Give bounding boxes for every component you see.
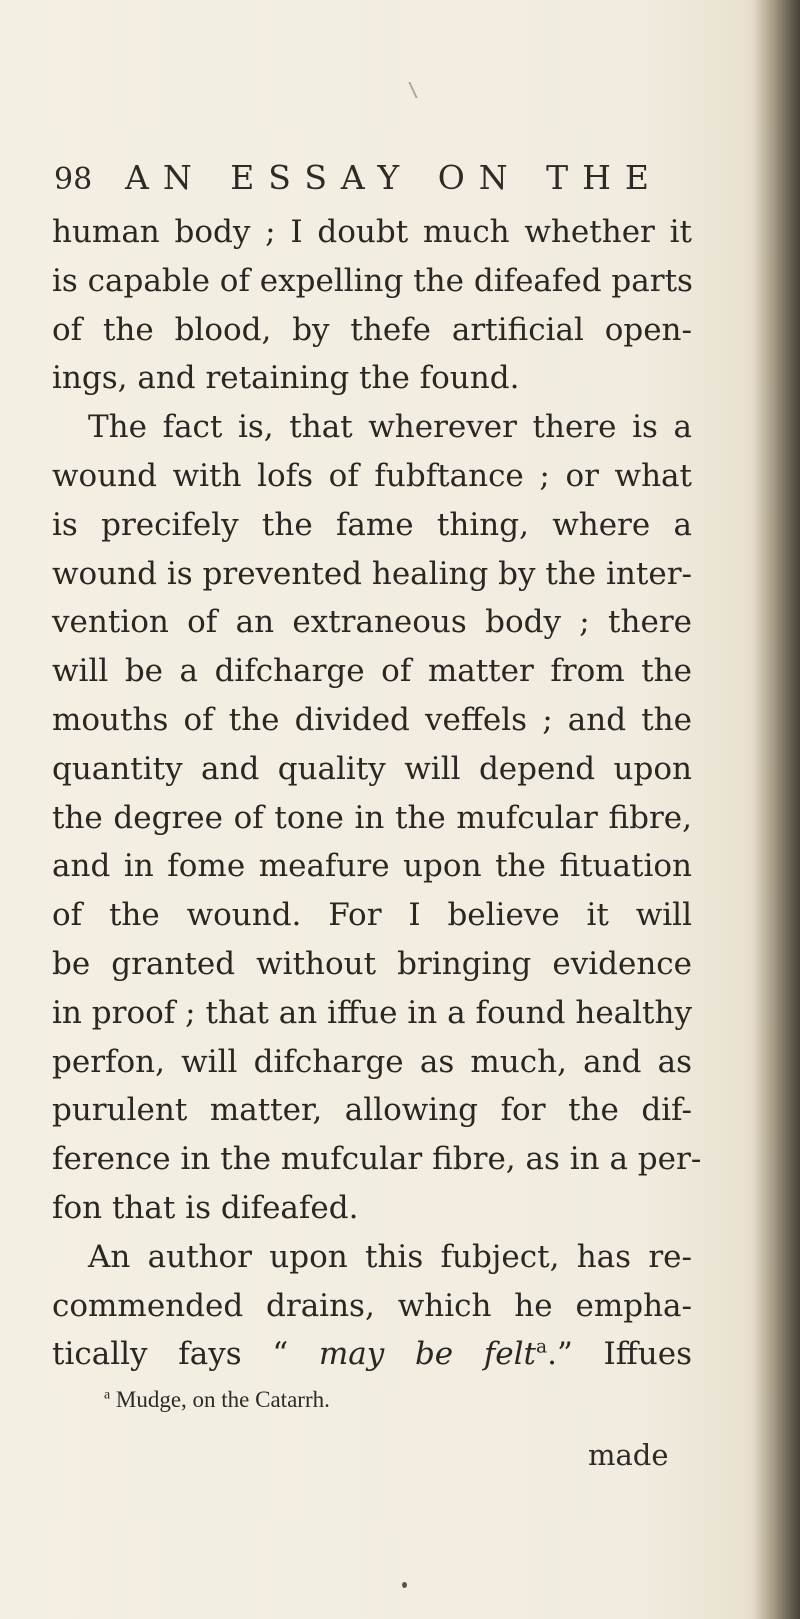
- ink-mark: [398, 82, 417, 98]
- text-line: and in fome meafure upon the fituation: [52, 848, 692, 885]
- text-line: wound with lofs of fubftance ; or what: [52, 457, 692, 494]
- footnote-reference: a: [536, 1337, 548, 1358]
- binding-gutter-shadow: [754, 0, 800, 1619]
- text-line: ings, and retaining the found.: [52, 360, 520, 397]
- text-line: vention of an extraneous body ; there: [52, 604, 692, 641]
- text-line: of the wound. For I believe it will: [52, 897, 692, 934]
- text-line: in proof ; that an iffue in a found healthy: [52, 994, 692, 1031]
- footnote-text: Mudge, on the Catarrh.: [110, 1387, 330, 1412]
- text-line: mouths of the divided veffels ; and the: [52, 701, 692, 738]
- running-head: [54, 158, 663, 198]
- text-line-with-quote: [52, 1330, 692, 1379]
- text-line: wound is prevented healing by the inter-: [52, 555, 692, 592]
- text-line: is capable of expelling the difeafed parts: [52, 262, 693, 299]
- text-line: commended drains, which he empha-: [52, 1287, 692, 1324]
- ink-fleck: [402, 1582, 407, 1588]
- text-line: purulent matter, allowing for the dif-: [52, 1092, 692, 1129]
- text-line: of the blood, by thefe artificial open-: [52, 311, 692, 348]
- body-text: [52, 208, 702, 1379]
- text-line: will be a difcharge of matter from the: [52, 653, 692, 690]
- text-line: be granted without bringing evidence: [52, 945, 692, 982]
- quoted-phrase: may be felt: [318, 1336, 537, 1373]
- text-line: perfon, will difcharge as much, and as: [52, 1043, 692, 1080]
- footnote-marker: a: [104, 1386, 111, 1402]
- text-line: is precifely the fame thing, where a: [52, 506, 692, 543]
- running-head-title: AN ESSAY ON THE: [125, 158, 663, 197]
- text-line: quantity and quality will depend upon: [52, 750, 692, 787]
- page-number: 98: [54, 162, 93, 197]
- text-line: the degree of tone in the mufcular fibre,: [52, 799, 692, 836]
- quote-tail: .” Iffues: [547, 1336, 692, 1373]
- catchword: made: [588, 1438, 669, 1472]
- text-line: ference in the mufcular fibre, as in a per-: [52, 1141, 702, 1178]
- text-line: human body ; I doubt much whether it: [52, 214, 692, 250]
- quote-lead: tically fays “: [52, 1336, 319, 1373]
- text-line: fon that is difeafed.: [52, 1189, 359, 1226]
- text-line: An author upon this fubject, has re-: [88, 1238, 692, 1275]
- footnote: [104, 1387, 330, 1413]
- text-line: The fact is, that wherever there is a: [88, 409, 692, 446]
